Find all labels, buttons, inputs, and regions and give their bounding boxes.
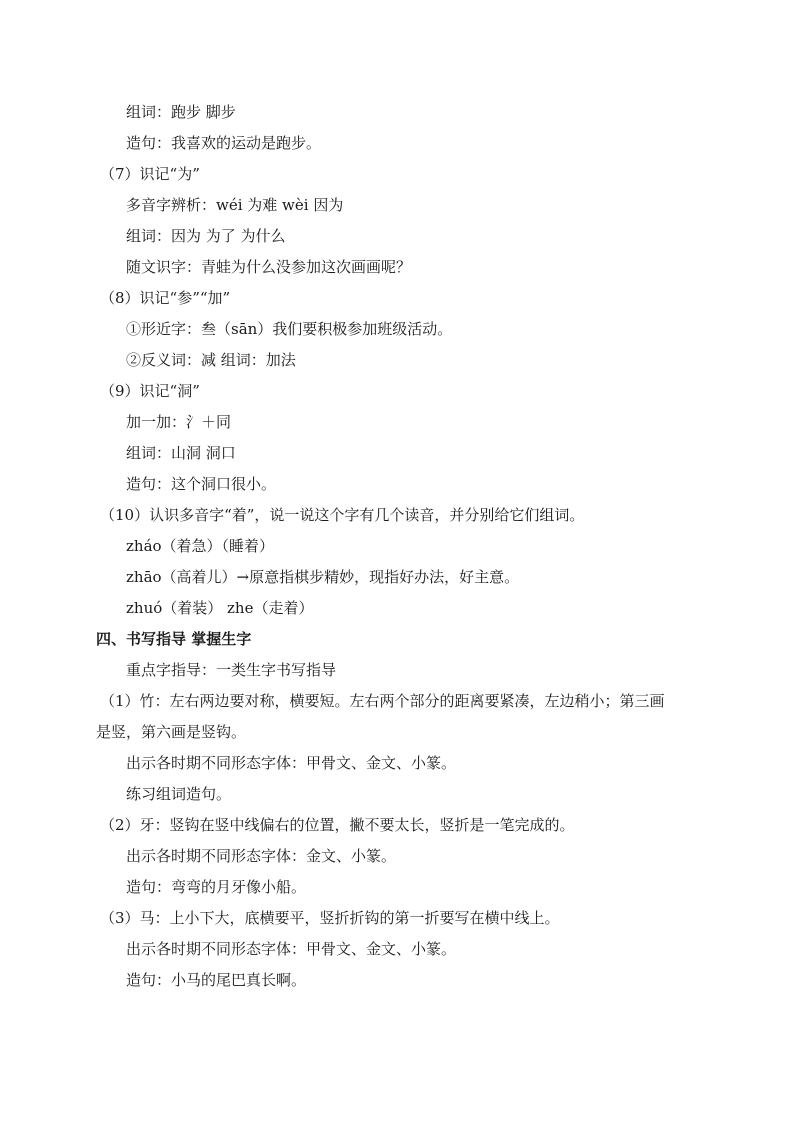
text-line: 重点字指导：一类生字书写指导 [126,661,337,679]
text-line: 出示各时期不同形态字体：金文、小篆。 [126,847,397,865]
text-line: 是竖，第六画是竖钩。 [96,723,247,741]
section-heading: （1）竹：左右两边要对称，横要短。左右两个部分的距离要紧凑，左边稍小；第三画 [100,692,665,710]
text-line: 出示各时期不同形态字体：甲骨文、金文、小篆。 [126,754,457,772]
text-line: 组词：跑步 脚步 [126,103,236,121]
text-line: 造句：我喜欢的运动是跑步。 [126,134,322,152]
text-line: 组词：山洞 洞口 [126,444,236,462]
text-line: zháo（着急）（睡着） [126,537,275,555]
text-line: zhāo（高着儿）→原意指棋步精妙，现指好办法，好主意。 [126,568,520,586]
text-line: 造句：弯弯的月牙像小船。 [126,878,307,896]
text-line: 出示各时期不同形态字体：甲骨文、金文、小篆。 [126,940,457,958]
text-line: 造句：小马的尾巴真长啊。 [126,971,307,989]
section-heading: （2）牙：竖钩在竖中线偏右的位置，撇不要太长，竖折是一笔完成的。 [100,816,575,834]
text-line: 造句：这个洞口很小。 [126,475,277,493]
text-line: 组词：因为 为了 为什么 [126,227,286,245]
text-line: zhuó（着装） zhe（走着） [126,599,314,617]
section-heading: （7）识记“为” [100,165,200,183]
chapter-heading: 四、书写指导 掌握生字 [96,630,252,648]
text-line: 多音字辨析：wéi 为难 wèi 因为 [126,196,344,214]
text-line: 随文识字：青蛙为什么没参加这次画画呢？ [126,258,412,276]
text-line: ②反义词：减 组词：加法 [126,351,296,369]
text-line: 练习组词造句。 [126,785,232,803]
section-heading: （9）识记“洞” [100,382,200,400]
text-line: ①形近字：叁（sān）我们要积极参加班级活动。 [126,320,453,338]
section-heading: （10）认识多音字“着”，说一说这个字有几个读音，并分别给它们组词。 [100,506,585,524]
section-heading: （3）马：上小下大，底横要平，竖折折钩的第一折要写在横中线上。 [100,909,560,927]
text-line: 加一加：氵＋同 [126,413,232,431]
section-heading: （8）识记“参”“加” [100,289,231,307]
